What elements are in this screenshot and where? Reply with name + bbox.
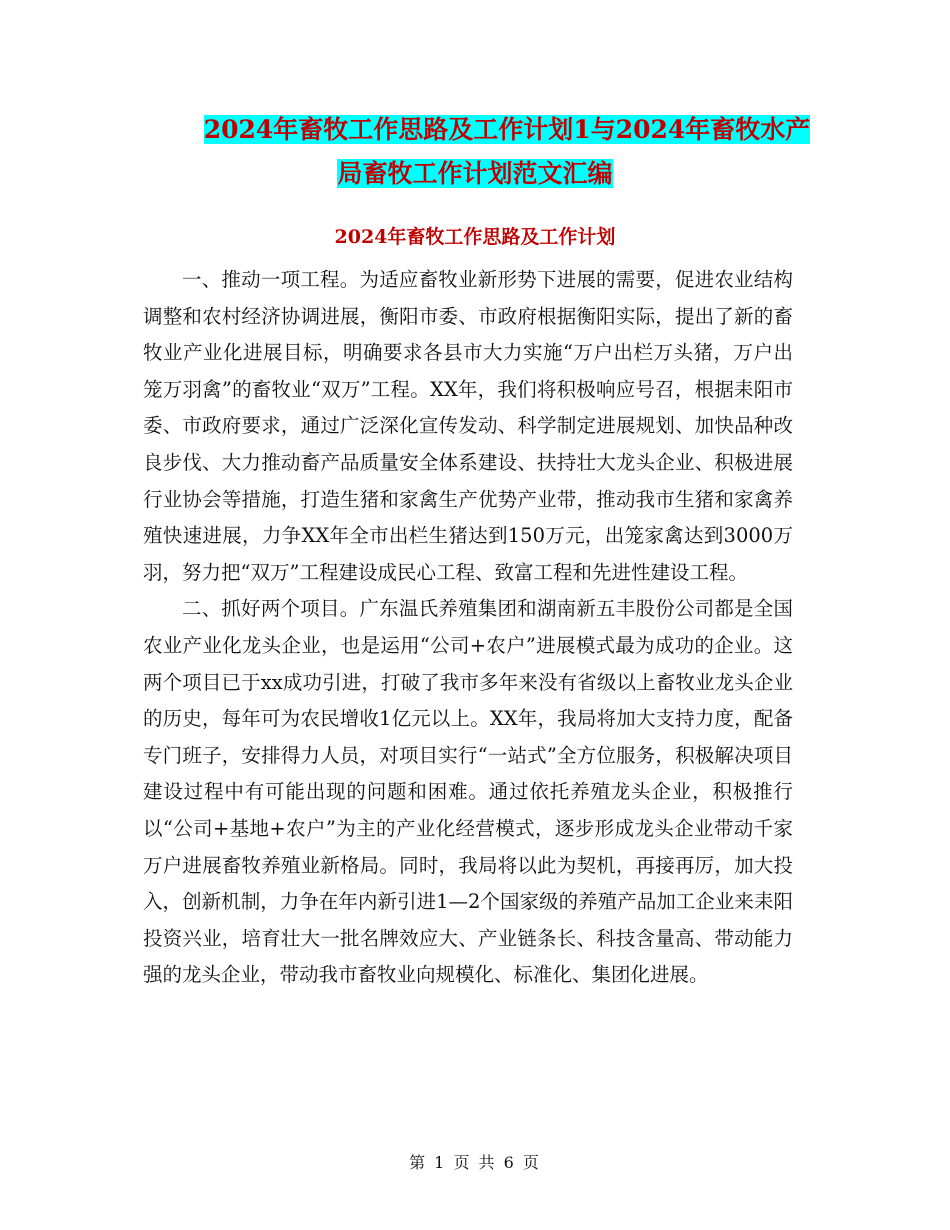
paragraph-2: 二、抓好两个项目。广东温氏养殖集团和湖南新五丰股份公司都是全国农业产业化龙头企业，也是运用“公司+农户”进展模式最为成功的企业。这两个项目已于xx成功引进，打破了我市多年来没有省级以上畜牧业龙头企业的历史，每年可为农民增收1亿元以上。XX年，我局将加大支持力度，配备专门班子，安排得力人员，对项目实行“一站式”全方位服务，积极解决项目建设过程中有可能出现的问题和困难。通过依托养殖龙头企业，积极推行以“公司+基地+农户”为主的产业化经营模式，逐步形成龙头企业带动千家万户进展畜牧养殖业新格局。同时，我局将以此为契机，再接再厉，加大投入，创新机制，力争在年内新引进1—2个国家级的养殖产品加工企业来耒阳投资兴业，培育壮大一批名牌效应大、产业链条长、科技含量高、带动能力强的龙头企业，带动我市畜牧业向规模化、标准化、集团化进展。 bbox=[143, 597, 793, 987]
page-footer: 第 1 页 共 6 页 bbox=[409, 1153, 541, 1172]
document-title-line-1 bbox=[32, 108, 950, 152]
paragraph-1: 一、推动一项工程。为适应畜牧业新形势下进展的需要，促进农业结构调整和农村经济协调进展，衡阳市委、市政府根据衡阳实际，提出了新的畜牧业产业化进展目标，明确要求各县市大力实施“万户出栏万头猪，万户出笼万羽禽”的畜牧业“双万”工程。XX年，我们将积极响应号召，根据耒阳市委、市政府要求，通过广泛深化宣传发动、科学制定进展规划、加快品种改良步伐、大力推动畜产品质量安全体系建设、扶持壮大龙头企业、积极进展行业协会等措施，打造生猪和家禽生产优势产业带，推动我市生猪和家禽养殖快速进展，力争XX年全市出栏生猪达到150万元，出笼家禽达到3000万羽，努力把“双万”工程建设成民心工程、致富工程和先进性建设工程。 bbox=[143, 268, 793, 584]
section-title: 2024年畜牧工作思路及工作计划 bbox=[334, 226, 616, 248]
body-text bbox=[143, 262, 793, 994]
title-highlight-2: 局畜牧工作计划范文汇编 bbox=[337, 159, 613, 188]
title-highlight-1: 2024年畜牧工作思路及工作计划1与2024年畜牧水产 bbox=[203, 115, 811, 144]
document-title-line-2 bbox=[0, 152, 950, 196]
